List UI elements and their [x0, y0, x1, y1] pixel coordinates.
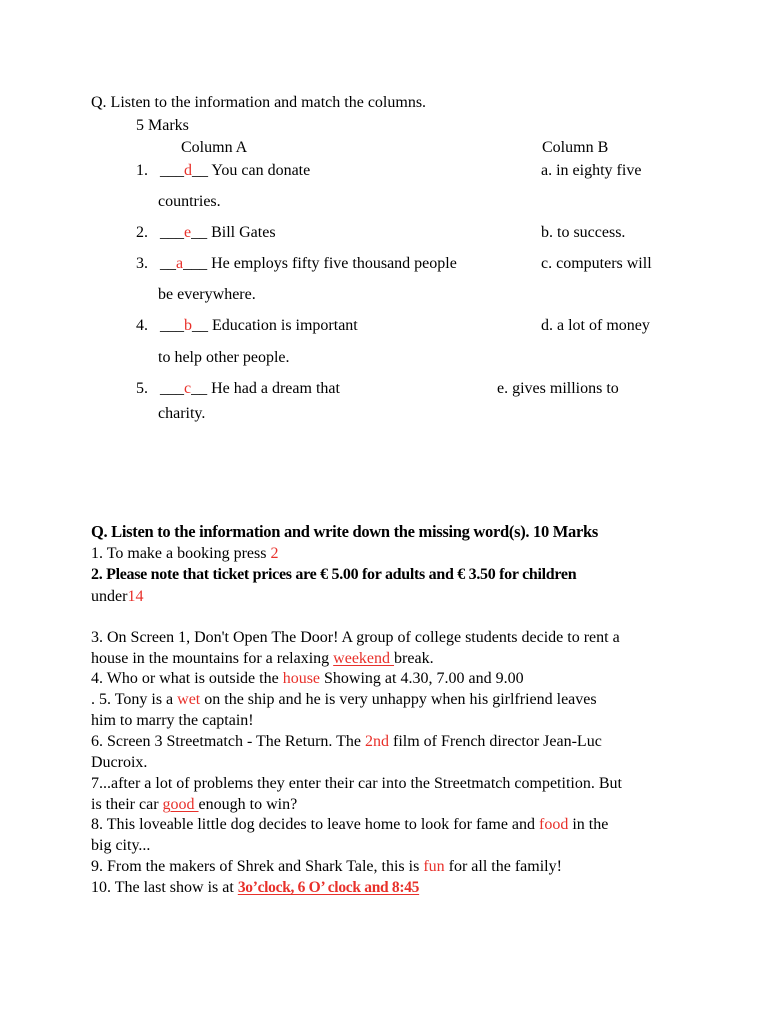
answer: 2nd [365, 733, 389, 750]
match-item-2 [136, 223, 276, 243]
answer-letter: a [176, 255, 184, 272]
missing-q2-line2 [91, 587, 143, 607]
question-text: Showing at 4.30, 7.00 and 9.00 [320, 670, 524, 687]
column-a-header: Column A [181, 139, 248, 156]
missing-q4 [91, 669, 524, 689]
answer: food [539, 816, 569, 833]
match-marks: 5 Marks [136, 117, 189, 134]
item-wrap-text: countries. [158, 193, 221, 210]
answer-letter: e [184, 224, 192, 241]
missing-q9 [91, 857, 562, 877]
item-text: You can donate [211, 162, 311, 179]
blank-post: __ [191, 224, 208, 241]
question-text: under [91, 588, 128, 605]
answer: weekend [333, 650, 395, 667]
answer: wet [177, 691, 201, 708]
missing-q2: 2. Please note that ticket prices are € 5.00 for adults and € 3.50 for children [91, 566, 577, 583]
blank-post: ___ [183, 255, 208, 272]
missing-q7: 7...after a lot of problems they enter their car into the Streetmatch competition. But [91, 775, 622, 792]
match-item-4 [136, 316, 358, 336]
blank-post: __ [192, 162, 208, 179]
item-number: 5. [136, 380, 148, 397]
column-b-item-a: a. in eighty five [541, 162, 642, 179]
column-b-item-d: d. a lot of money [541, 317, 650, 334]
answer-letter: b [184, 317, 192, 334]
question-text: 9. From the makers of Shrek and Shark Tale, this is [91, 858, 424, 875]
item-number: 2. [136, 224, 148, 241]
answer-letter: d [184, 162, 192, 179]
blank-pre: ___ [160, 224, 184, 241]
blank-pre: ___ [160, 380, 184, 397]
answer: good [162, 796, 199, 813]
item-text: Bill Gates [211, 224, 276, 241]
item-wrap-text: be everywhere. [158, 286, 256, 303]
missing-q7-line2 [91, 795, 297, 815]
item-wrap-text: charity. [158, 405, 206, 422]
question-text: film of French director Jean-Luc [389, 733, 602, 750]
item-text: Education is important [212, 317, 358, 334]
blank-post: __ [191, 380, 208, 397]
missing-q8-line2: big city... [91, 837, 151, 854]
missing-heading: Q. Listen to the information and write down the missing word(s). 10 Marks [91, 522, 599, 541]
column-b-item-c: c. computers will [541, 255, 652, 272]
missing-q10 [91, 878, 419, 898]
missing-q8 [91, 815, 608, 835]
answer-letter: c [184, 380, 192, 397]
answer: 14 [127, 588, 144, 605]
question-text: for all the family! [444, 858, 562, 875]
match-item-1 [136, 161, 310, 181]
answer: 3o’clock, 6 O’ clock and 8:45 [237, 879, 420, 896]
match-heading: Q. Listen to the information and match the columns. [91, 94, 427, 111]
answer: fun [423, 858, 445, 875]
match-item-3 [136, 254, 457, 274]
question-text: 10. The last show is at [91, 879, 238, 896]
question-text: enough to win? [198, 796, 298, 813]
missing-q5-line2: him to marry the captain! [91, 712, 254, 729]
blank-pre: ___ [160, 162, 184, 179]
item-number: 4. [136, 317, 148, 334]
question-text: 6. Screen 3 Streetmatch - The Return. The [91, 733, 365, 750]
missing-q1 [91, 544, 278, 564]
question-text: house in the mountains for a relaxing [91, 650, 334, 667]
missing-q6-line2: Ducroix. [91, 754, 148, 771]
column-b-header: Column B [542, 139, 609, 156]
item-number: 1. [136, 162, 148, 179]
blank-pre: ___ [160, 317, 184, 334]
column-b-item-e: e. gives millions to [497, 380, 619, 397]
answer: 2 [270, 545, 279, 562]
missing-q3: 3. On Screen 1, Don't Open The Door! A group of college students decide to rent a [91, 629, 620, 646]
item-text: He employs fifty five thousand people [211, 255, 457, 272]
missing-q6 [91, 732, 602, 752]
item-number: 3. [136, 255, 148, 272]
question-text: 4. Who or what is outside the [91, 670, 283, 687]
blank-post: __ [192, 317, 208, 334]
column-b-item-b: b. to success. [541, 224, 626, 241]
missing-q3-line2 [91, 649, 434, 669]
question-text: on the ship and he is very unhappy when his girlfriend leaves [200, 691, 597, 708]
question-text: 1. To make a booking press [91, 545, 271, 562]
missing-q5 [91, 690, 597, 710]
question-text: is their car [91, 796, 163, 813]
blank-pre: __ [160, 255, 176, 272]
item-text: He had a dream that [211, 380, 340, 397]
match-item-5 [136, 379, 340, 399]
answer: house [282, 670, 321, 687]
question-text: 8. This loveable little dog decides to leave home to look for fame and [91, 816, 540, 833]
question-text: break. [394, 650, 434, 667]
question-text: in the [568, 816, 609, 833]
question-text: . 5. Tony is a [91, 691, 178, 708]
item-wrap-text: to help other people. [158, 349, 290, 366]
